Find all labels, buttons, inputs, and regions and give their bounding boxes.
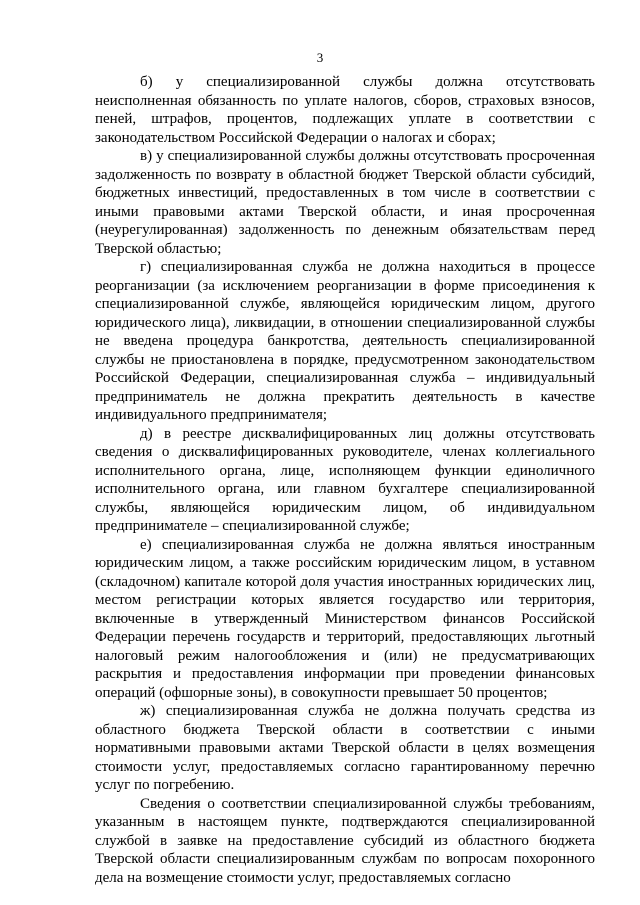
paragraph-g: г) специализированная служба не должна находиться в процессе реорганизации (за исключением реорганизации в форме присоединения к специализированной службе, являющейся юридическим лицом, другого юридического лица), ликвидации, в отношении специализированной службы не введена процедура банкротства, деятельность специализированной службы не приостановлена в порядке, предусмотренном законодательством Российской Федерации, специализированная служба – индивидуальный предприниматель не должна прекратить деятельность в качестве индивидуального предпринимателя; [95, 259, 595, 423]
paragraph-info: Сведения о соответствии специализированной службы требованиям, указанным в настоящем пункте, подтверждаются специализированной службой в заявке на предоставление субсидий из областного бюджета Тверской области специализированным службам по вопросам похоронного дела на возмещение стоимости услуг, предоставляемых согласно [95, 795, 595, 886]
paragraph-zh: ж) специализированная служба не должна получать средства из областного бюджета Тверской области в соответствии с иными нормативными правовыми актами Тверской области в целях возмещения стоимости услуг, предоставляемых согласно гарантированному перечню услуг по погребению. [95, 703, 595, 793]
paragraph-e: е) специализированная служба не должна являться иностранным юридическим лицом, а также российским юридическим лицом, в уставном (складочном) капитале которой доля участия иностранных юридических лиц, местом регистрации которых является государство или территория, включенные в утвержденный Министерством финансов Российской Федерации перечень государств и территорий, предоставляющих льготный налоговый режим налогообложения и (или) не предусматривающих раскрытия и предоставления информации при проведении финансовых операций (офшорные зоны), в совокупности превышает 50 процентов; [95, 536, 595, 701]
paragraph-b: б) у специализированной службы должна отсутствовать неисполненная обязанность по уплате налогов, сборов, страховых взносов, пеней, штрафов, процентов, подлежащих уплате в соответствии с законодательством Российской Федерации о налогах и сборах; [95, 74, 595, 146]
page-number: 3 [316, 50, 324, 65]
paragraph-d: д) в реестре дисквалифицированных лиц должны отсутствовать сведения о дисквалифицированных руководителе, членах коллегиального исполнительного органа, лице, исполняющем функции единоличного исполнительного органа, или главном бухгалтере специализированной службы, являющейся юридическим лицом, об индивидуальном предпринимателе – специализированной службе; [95, 425, 595, 534]
document-body [95, 73, 595, 887]
paragraph-v: в) у специализированной службы должны отсутствовать просроченная задолженность по возврату в областной бюджет Тверской области субсидий, бюджетных инвестиций, предоставленных в том числе в соответствии с иными правовыми актами Тверской области, и иная просроченная (неурегулированная) задолженность по денежным обязательствам перед Тверской областью; [95, 148, 595, 257]
